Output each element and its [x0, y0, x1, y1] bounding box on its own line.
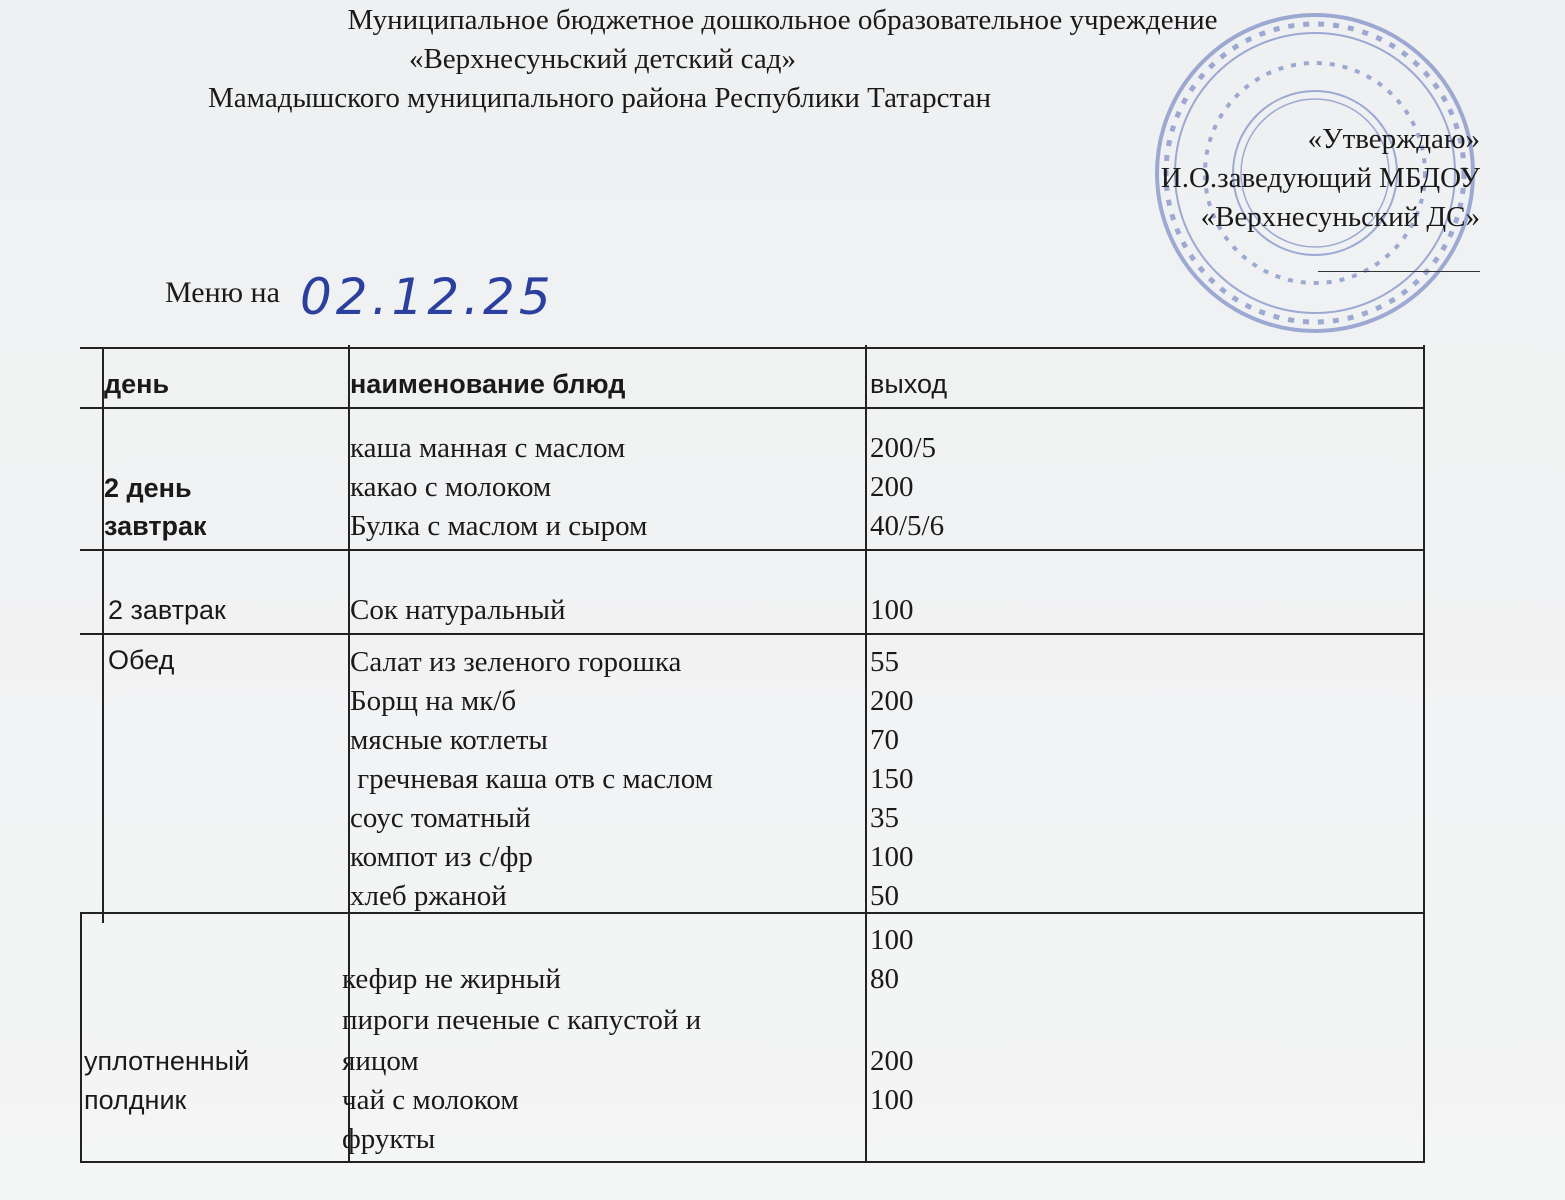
yield-value: 50 [870, 880, 899, 912]
dish-name: Борщ на мк/б [350, 685, 517, 717]
yield-value: 55 [870, 646, 899, 678]
dish-name: гречневая каша отв с маслом [350, 763, 714, 795]
menu-label: Меню на [165, 276, 280, 309]
dish-name: какао с молоком [350, 471, 552, 503]
approval-org: «Верхнесуньский ДС» [1200, 201, 1480, 233]
yield-value: 100 [870, 924, 914, 956]
table-column-divider [865, 345, 867, 1163]
yield-value: 35 [870, 802, 899, 834]
dish-name: Салат из зеленого горошка [350, 646, 682, 678]
yield-value: 200 [870, 471, 914, 503]
dish-name: кефир не жирный [342, 963, 561, 995]
column-header-dish: наименование блюд [350, 369, 626, 399]
day-cell-line: завтрак [104, 511, 207, 541]
table-border-left [80, 913, 82, 1163]
table-border-top [80, 347, 1425, 349]
yield-value: 100 [870, 1084, 914, 1116]
dish-name: каша манная с маслом [350, 432, 626, 464]
dish-name: Булка с маслом и сыром [350, 510, 648, 542]
dish-name: компот из с/фр [350, 841, 533, 873]
org-name-line-3: Мамадышского муниципального района Республики Татарстан [208, 82, 991, 114]
day-cell-line: уплотненный [84, 1046, 250, 1076]
handwritten-date: 02.12.25 [300, 268, 555, 326]
day-cell-line: 2 завтрак [108, 595, 226, 625]
signature-line [1318, 271, 1480, 272]
yield-value: 150 [870, 763, 914, 795]
menu-table [80, 345, 1425, 1163]
yield-value: 200 [870, 685, 914, 717]
table-border-bottom [80, 1161, 1425, 1163]
dish-name: чай с молоком [342, 1084, 519, 1116]
yield-value: 100 [870, 594, 914, 626]
table-border-left [102, 347, 104, 923]
column-header-yield: выход [870, 369, 948, 399]
yield-value: 80 [870, 963, 899, 995]
dish-name: яицом [342, 1045, 419, 1077]
day-cell-line: Обед [108, 645, 175, 675]
dish-name: хлеб ржаной [350, 880, 507, 912]
dish-name: мясные котлеты [350, 724, 548, 756]
dish-name: Сок натуральный [350, 594, 566, 626]
table-divider [80, 549, 1425, 551]
yield-value: 100 [870, 841, 914, 873]
dish-name: фрукты [342, 1123, 436, 1155]
org-name-line-2: «Верхнесуньский детский сад» [408, 43, 797, 75]
yield-value: 40/5/6 [870, 510, 945, 542]
table-divider [80, 633, 1425, 635]
table-divider [80, 407, 1425, 409]
table-divider [80, 912, 1425, 914]
yield-value: 70 [870, 724, 899, 756]
dish-name: соус томатный [350, 802, 531, 834]
yield-value: 200/5 [870, 432, 937, 464]
dish-name: пироги печеные с капустой и [342, 1004, 702, 1036]
day-cell-line: 2 день [104, 473, 192, 503]
approval-title: «Утверждаю» [1307, 123, 1480, 155]
column-header-day: день [104, 369, 170, 399]
table-border-right [1423, 345, 1425, 1163]
yield-value: 200 [870, 1045, 914, 1077]
approval-position: И.О.заведующий МБДОУ [1160, 162, 1480, 194]
day-cell-line: полдник [84, 1085, 187, 1115]
org-name-line-1: Муниципальное бюджетное дошкольное образовательное учреждение [347, 4, 1218, 36]
